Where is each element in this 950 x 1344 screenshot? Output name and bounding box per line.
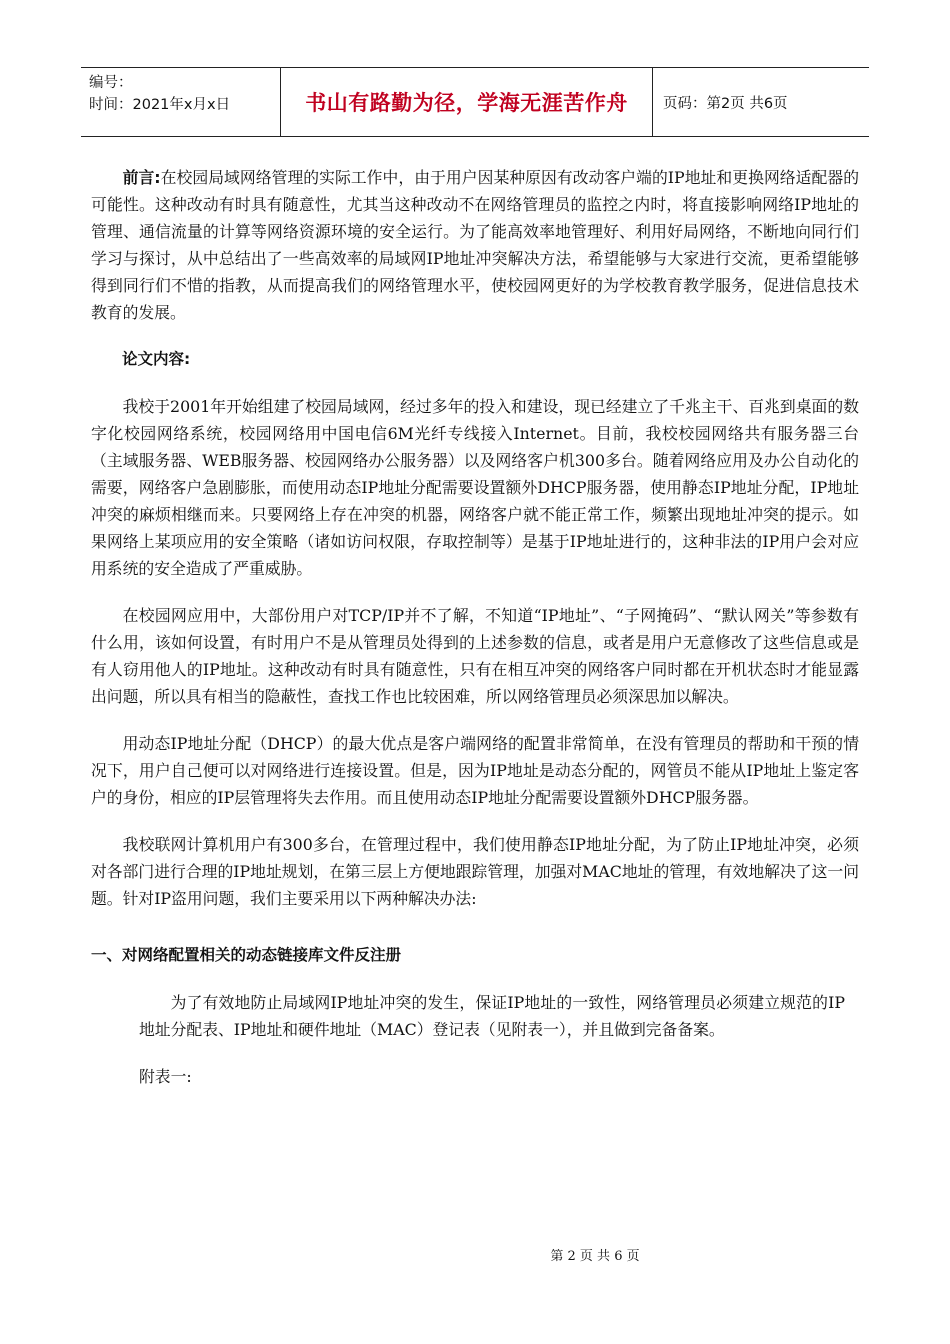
preface-text: 在校园局域网络管理的实际工作中，由于用户因某种原因有改动客户端的IP地址和更换网络适配器的可能性。这种改动有时具有随意性，尤其当这种改动不在网络管理员的监控之内时，将直接影响网络IP地址的管理、通信流量的计算等网络资源环境的安全运行。为了能高效率地管理好、利用好局网络，不断地向同行们学习与探讨，从中总结出了一些高效率的局域网IP地址冲突解决方法，希望能够与大家进行交流，更希望能够得到同行们不惜的指教，从而提高我们的网络管理水平，使校园网更好的为学校教育教学服务，促进信息技术教育的发展。	[91, 168, 859, 322]
body-paragraph-3: 用动态IP地址分配（DHCP）的最大优点是客户端网络的配置非常简单，在没有管理员的帮助和干预的情况下，用户自己便可以对网络进行连接设置。但是，因为IP地址是动态分配的，网管员不能从IP地址上鉴定客户的身份，相应的IP层管理将失去作用。而且使用动态IP地址分配需要设置额外DHCP服务器。	[91, 734, 859, 807]
content-heading: 论文内容:	[122, 350, 191, 368]
section-one-paragraph: 为了有效地防止局域网IP地址冲突的发生，保证IP地址的一致性，网络管理员必须建立规范的IP地址分配表、IP地址和硬件地址（MAC）登记表（见附表一），并且做到完备备案。	[139, 993, 845, 1039]
appendix-label: 附表一:	[139, 1067, 192, 1086]
header-meta	[81, 68, 281, 136]
body-paragraph-4: 我校联网计算机用户有300多台，在管理过程中，我们使用静态IP地址分配，为了防止IP地址冲突，必须对各部门进行合理的IP地址规划，在第三层上方便地跟踪管理，加强对MAC地址的管理，有效地解决了这一问题。针对IP盗用问题，我们主要采用以下两种解决办法:	[91, 835, 859, 908]
header-page-info: 页码：第2页 共6页	[663, 95, 788, 112]
preface-paragraph	[91, 164, 859, 326]
header-motto: 书山有路勤为径，学海无涯苦作舟	[281, 68, 653, 136]
page-header	[81, 67, 869, 137]
body-paragraph-1: 我校于2001年开始组建了校园局域网，经过多年的投入和建设，现已经建立了千兆主干、百兆到桌面的数字化校园网络系统，校园网络用中国电信6M光纤专线接入Internet。目前，我校校园网络共有服务器三台（主域服务器、WEB服务器、校园网络办公服务器）以及网络客户机300多台。随着网络应用及办公自动化的需要，网络客户急剧膨胀，而使用动态IP地址分配需要设置额外DHCP服务器，使用静态IP地址分配，IP地址冲突的麻烦相继而来。只要网络上存在冲突的机器，网络客户就不能正常工作，频繁出现地址冲突的提示。如果网络上某项应用的安全策略（诸如访问权限，存取控制等）是基于IP地址进行的，这种非法的IP用户会对应用系统的安全造成了严重威胁。	[91, 397, 860, 578]
section-one-heading: 一、对网络配置相关的动态链接库文件反注册	[91, 946, 402, 964]
page-footer: 第 2 页 共 6 页	[550, 1249, 640, 1264]
document-time: 时间：2021年x月x日	[89, 97, 231, 113]
preface-label: 前言:	[122, 168, 161, 187]
document-body	[91, 164, 859, 1090]
body-paragraph-2: 在校园网应用中，大部份用户对TCP/IP并不了解，不知道“IP地址”、“子网掩码”、“默认网关”等参数有什么用，该如何设置，有时用户不是从管理员处得到的上述参数的信息，或者是用户无意修改了这些信息或是有人窃用他人的IP地址。这种改动有时具有随意性，只有在相互冲突的网络客户同时都在开机状态时才能显露出问题，所以具有相当的隐蔽性，查找工作也比较困难，所以网络管理员必须深思加以解决。	[91, 606, 859, 706]
document-number-label: 编号：	[89, 75, 133, 91]
